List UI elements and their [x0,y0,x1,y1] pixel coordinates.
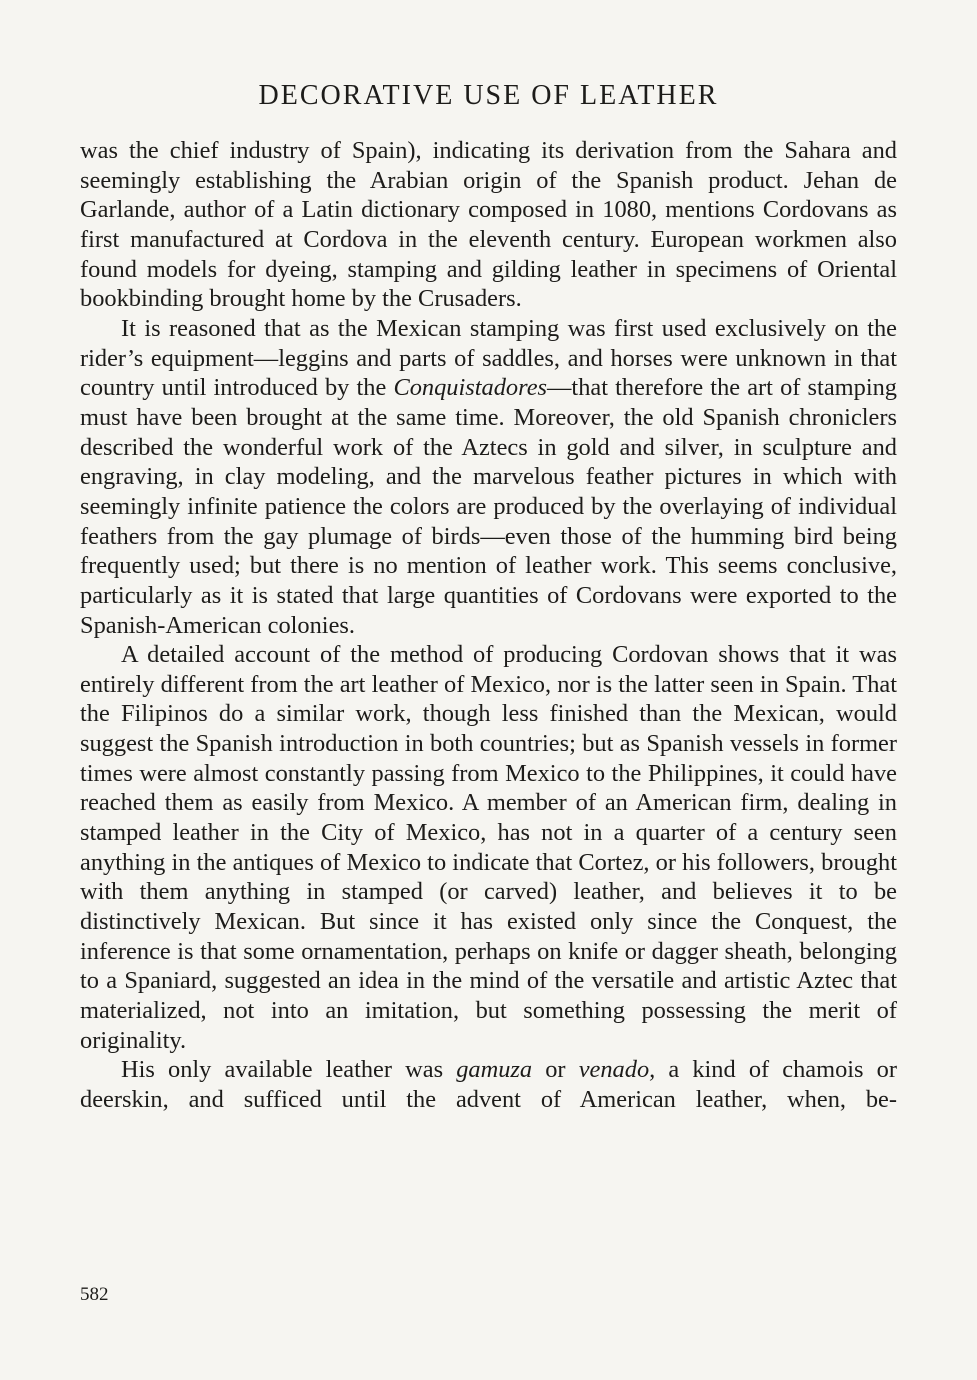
paragraph-text: It is reasoned that as the Mexican stamping was first used exclusively on the rider’s equipment—leggins and parts of saddles, and horses were unknown in that country until introduced by the [80,314,897,402]
paragraph-text: His only available leather was [121,1056,457,1084]
body-text [80,136,897,1115]
paragraph-cordovan-method: A detailed account of the method of producing Cordovan shows that it was entirely different from the art leather of Mexico, nor is the latter seen in Spain. That the Filipinos do a similar work, though less finished than the Mexican, would suggest the Spanish introduction in both countries; but as Spanish vessels in former times were almost constantly passing from Mexico to the Philippines, it could have reached them as easily from Mexico. A member of an American firm, dealing in stamped leather in the City of Mexico, has not in a quarter of a century seen anything in the antiques of Mexico to indicate that Cortez, or his followers, brought with them anything in stamped (or carved) leather, and believes it to be distinctively Mexican. But since it has existed only since the Conquest, the inference is that some ornamentation, perhaps on knife or dagger sheath, belonging to a Spaniard, suggested an idea in the mind of the versatile and artistic Aztec that materialized, not into an imitation, but something possessing the merit of originality. [80,641,897,1054]
paragraph-text: a kind of chamois or deerskin, and sufficed until the advent of American leather, when, be- [80,1056,897,1113]
paragraph-mexican-stamping [80,314,897,640]
paragraph-continuation: was the chief industry of Spain), indicating its derivation from the Sahara and seemingly establishing the Arabian origin of the Spanish product. Jehan de Garlande, author of a Latin dictionary composed in 1080, mentions Cordovans as first manufactured at Cordova in the eleventh century. European workmen also found models for dyeing, stamping and gilding leather in specimens of Oriental bookbinding brought home by the Crusaders. [80,137,897,313]
page-number: 582 [80,1284,109,1305]
paragraph-text: or [532,1056,579,1084]
italic-term-venado: venado, [578,1056,656,1084]
paragraph-text: —that therefore the art of stamping must have been brought at the same time. Moreover, the old Spanish chroniclers described the wonderful work of the Aztecs in gold and silver, in sculpture and engraving, in clay modeling, and the marvelous feather pictures in which with seemingly infinite patience the colors are produced by the overlaying of individual feathers from the gay plumage of birds—even those of the humming bird being frequently used; but there is no mention of leather work. This seems conclusive, particularly as it is stated that large quantities of Cordovans were exported to the Spanish-American colonies. [80,374,897,639]
italic-term-gamuza: gamuza [456,1056,533,1084]
italic-term-conquistadores: Conquistadores [393,374,548,402]
paragraph-available-leather [80,1055,897,1114]
running-head: DECORATIVE USE OF LEATHER [258,80,719,111]
